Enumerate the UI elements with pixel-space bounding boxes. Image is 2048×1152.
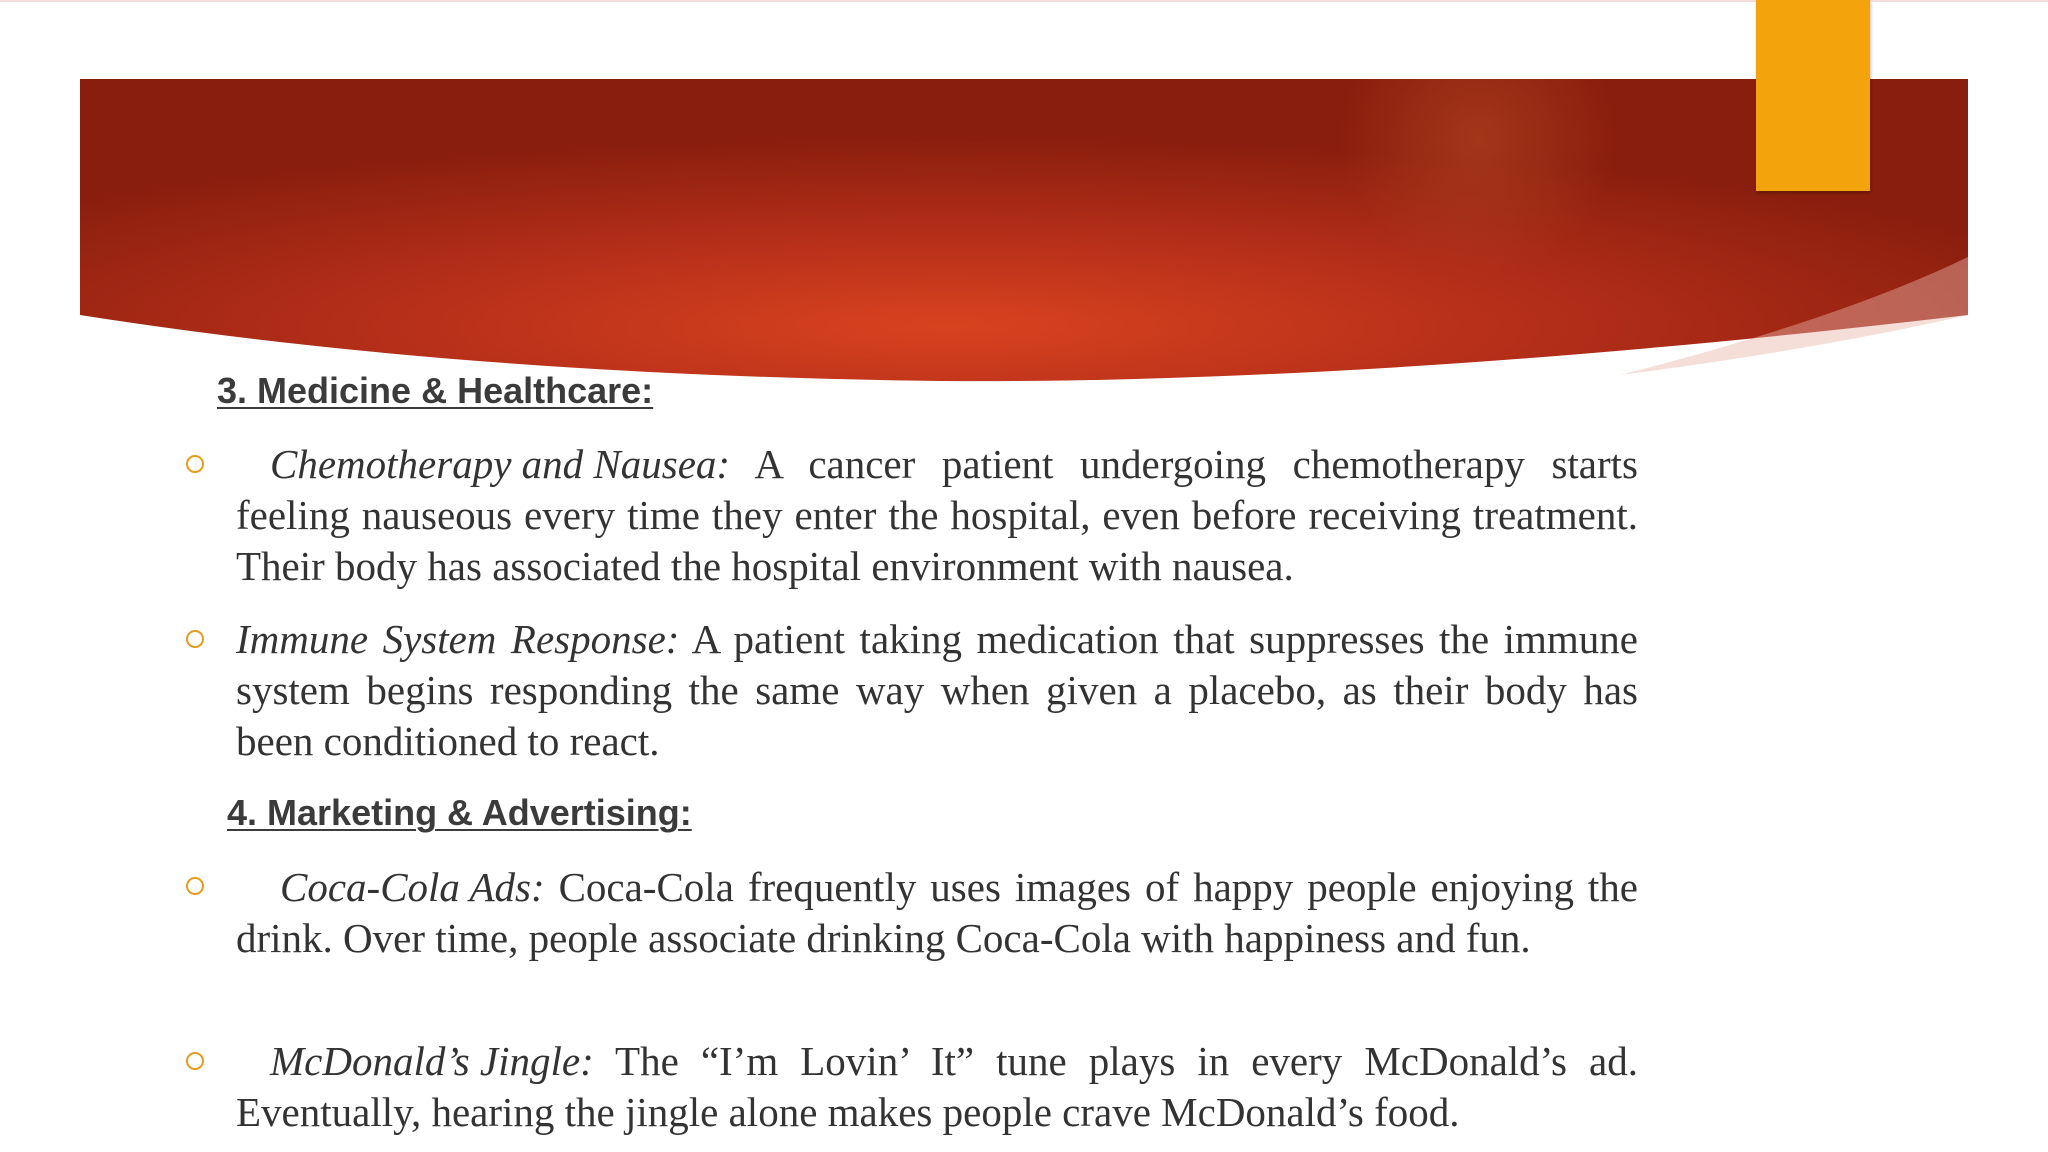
list-item-mcdonalds [236, 1036, 1638, 1138]
item-term: Coca-Cola Ads: [280, 864, 545, 910]
banner-graphic [80, 79, 1968, 383]
list-item-immune-system [236, 614, 1638, 767]
item-text: Coca-Cola frequently uses images of happy people enjoying the drink. Over time, people associate drinking Coca-Cola with happiness and fun. [236, 864, 1638, 961]
item-text: A patient taking medication that suppresses the immune system begins responding the same way when given a placebo, as their body has been conditioned to react. [236, 616, 1638, 764]
list-item-chemotherapy [236, 439, 1638, 592]
item-text: The “I’m Lovin’ It” tune plays in every McDonald’s ad. Eventually, hearing the jingle alone makes people crave McDonald’s food. [236, 1038, 1638, 1135]
top-border-line [0, 0, 2048, 2]
item-term: Chemotherapy and Nausea: [270, 441, 731, 487]
item-text: A cancer patient undergoing chemotherapy starts feeling nauseous every time they enter the hospital, even before receiving treatment. Their body has associated the hospital environment with nausea. [236, 441, 1638, 589]
section-heading-marketing: 4. Marketing & Advertising: [227, 792, 692, 833]
bullet-circle-icon [186, 1052, 204, 1070]
bullet-circle-icon [186, 455, 204, 473]
list-item-coca-cola [236, 862, 1638, 964]
bullet-circle-icon [186, 877, 204, 895]
item-term: Immune System Response: [236, 616, 680, 662]
title-banner [80, 79, 1968, 383]
item-term: McDonald’s Jingle: [270, 1038, 594, 1084]
accent-tab [1756, 0, 1870, 191]
bullet-circle-icon [186, 630, 204, 648]
section-heading-medicine: 3. Medicine & Healthcare: [217, 370, 654, 411]
